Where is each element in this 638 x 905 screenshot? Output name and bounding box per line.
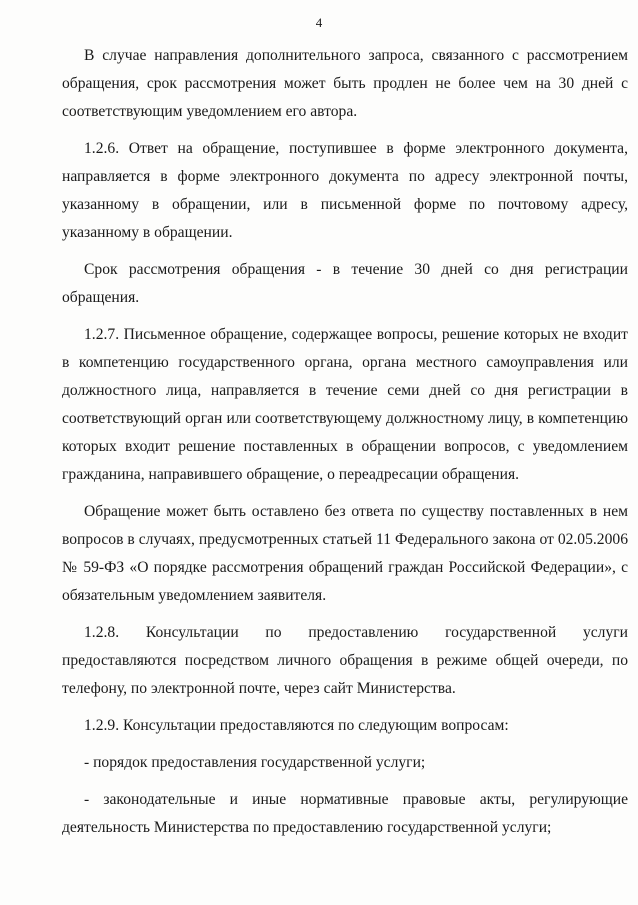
- paragraph-extension-of-review: В случае направления дополнительного запроса, связанного с рассмотрением обращения, срок рассмотрения может быть продлен не более чем на 30 дней с соответствующим уведомлением его автора.: [62, 47, 628, 120]
- paragraph-1-2-8-first-line: [62, 619, 628, 647]
- paragraph-no-answer-cases: Обращение может быть оставлено без ответа по существу поставленных в нем вопросов в случаях, предусмотренных статьей 11 Федерального закона от 02.05.2006 № 59-ФЗ «О порядке рассмотрения обращений граждан Российской Федерации», с обязательным уведомлением заявителя.: [62, 503, 628, 604]
- paragraph-1-2-8-rest: предоставляются посредством личного обращения в режиме общей очереди, по телефону, по электронной почте, через сайт Министерства.: [62, 652, 628, 697]
- paragraph-1-2-8: [62, 619, 628, 703]
- word: услуги: [582, 624, 628, 641]
- paragraph-1-2-9: 1.2.9. Консультации предоставляются по следующим вопросам:: [84, 717, 509, 734]
- document-body: [62, 42, 628, 842]
- word: Консультации: [145, 624, 239, 641]
- clause-number: 1.2.8.: [84, 624, 120, 641]
- list-item-procedure: - порядок предоставления государственной услуги;: [84, 754, 426, 771]
- word: предоставлению: [308, 624, 419, 641]
- word: по: [265, 624, 282, 641]
- paragraph-review-period: Срок рассмотрения обращения - в течение 30 дней со дня регистрации обращения.: [62, 261, 628, 306]
- page-number: 4: [315, 15, 323, 30]
- paragraph-1-2-7: 1.2.7. Письменное обращение, содержащее вопросы, решение которых не входит в компетенцию государственного органа, органа местного самоуправления или должностного лица, направляется в течение семи дней со дня регистрации в соответствующий орган или соответствующему должностному лицу, в компетенцию которых входит решение поставленных в обращении вопросов, с уведомлением гражданина, направившего обращение, о переадресации обращения.: [62, 326, 628, 483]
- list-item-legal-acts: - законодательные и иные нормативные правовые акты, регулирующие деятельность Министерства по предоставлению государственной услуги;: [62, 791, 628, 836]
- word: государственной: [445, 624, 557, 641]
- paragraph-1-2-6: 1.2.6. Ответ на обращение, поступившее в форме электронного документа, направляется в форме электронного документа по адресу электронной почты, указанному в обращении, или в письменной форме по почтовому адресу, указанному в обращении.: [62, 140, 628, 241]
